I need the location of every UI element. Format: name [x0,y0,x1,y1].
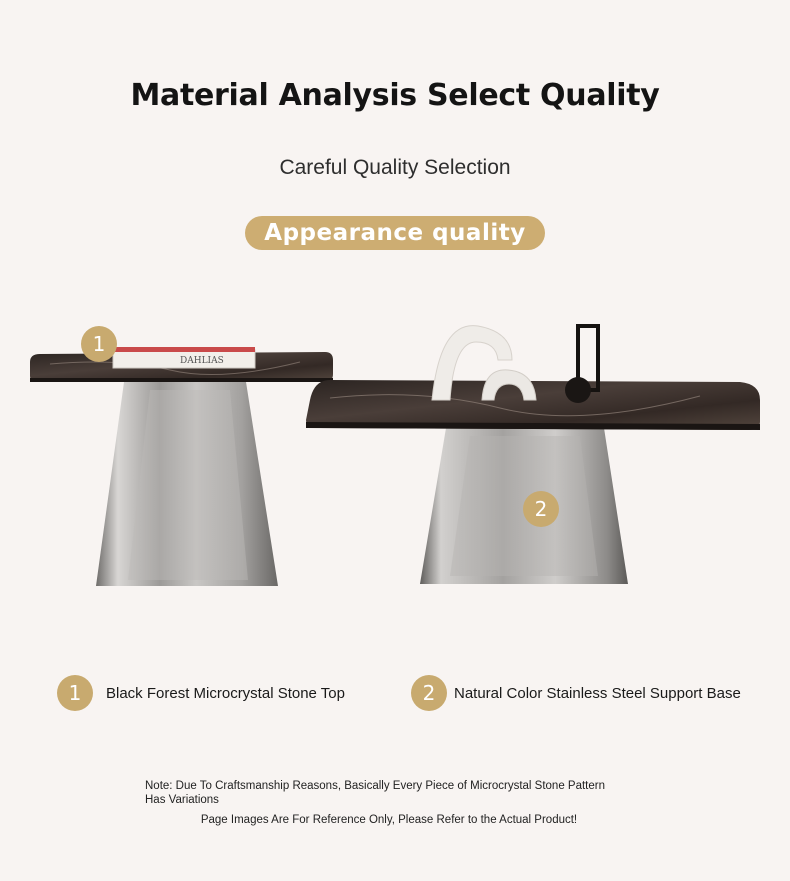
feature-label: Natural Color Stainless Steel Support Base [454,684,741,702]
feature-label: Black Forest Microcrystal Stone Top [106,684,345,702]
marker-steel-base: 2 [523,491,559,527]
product-image [0,290,790,630]
sphere-sculpture [565,377,591,403]
feature-number: 1 [57,675,93,711]
book-title: DAHLIAS [180,356,224,366]
feature-stone-top [57,674,345,712]
feature-steel-base [411,674,741,712]
appearance-quality-badge: Appearance quality [245,216,545,250]
feature-number: 2 [411,675,447,711]
tables-illustration [0,290,790,630]
marker-stone-top: 1 [81,326,117,362]
reference-note: Page Images Are For Reference Only, Please Refer to the Actual Product! [200,814,578,826]
pattern-note: Note: Due To Craftsmanship Reasons, Basically Every Piece of Microcrystal Stone Pattern Has Variations [145,780,605,806]
page-subtitle: Careful Quality Selection [279,156,511,179]
page-title: Material Analysis Select Quality [130,78,660,113]
